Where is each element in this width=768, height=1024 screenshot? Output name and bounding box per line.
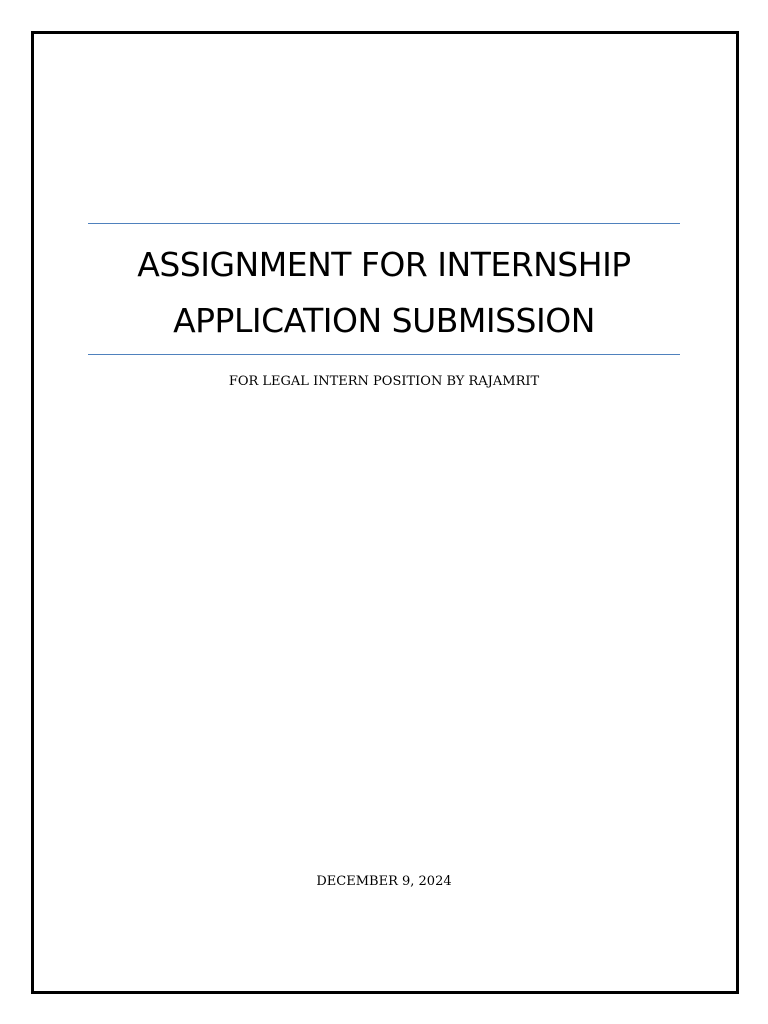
document-date: DECEMBER 9, 2024 bbox=[316, 874, 452, 889]
title-rule-top bbox=[88, 223, 680, 224]
title-rule-bottom bbox=[88, 354, 680, 355]
title-line-1: ASSIGNMENT FOR INTERNSHIP bbox=[137, 245, 631, 284]
title-line-2: APPLICATION SUBMISSION bbox=[173, 301, 595, 340]
title-block bbox=[88, 223, 680, 356]
document-subtitle: FOR LEGAL INTERN POSITION BY RAJAMRIT bbox=[228, 374, 540, 389]
page-border bbox=[31, 31, 739, 994]
document-title bbox=[88, 237, 680, 349]
